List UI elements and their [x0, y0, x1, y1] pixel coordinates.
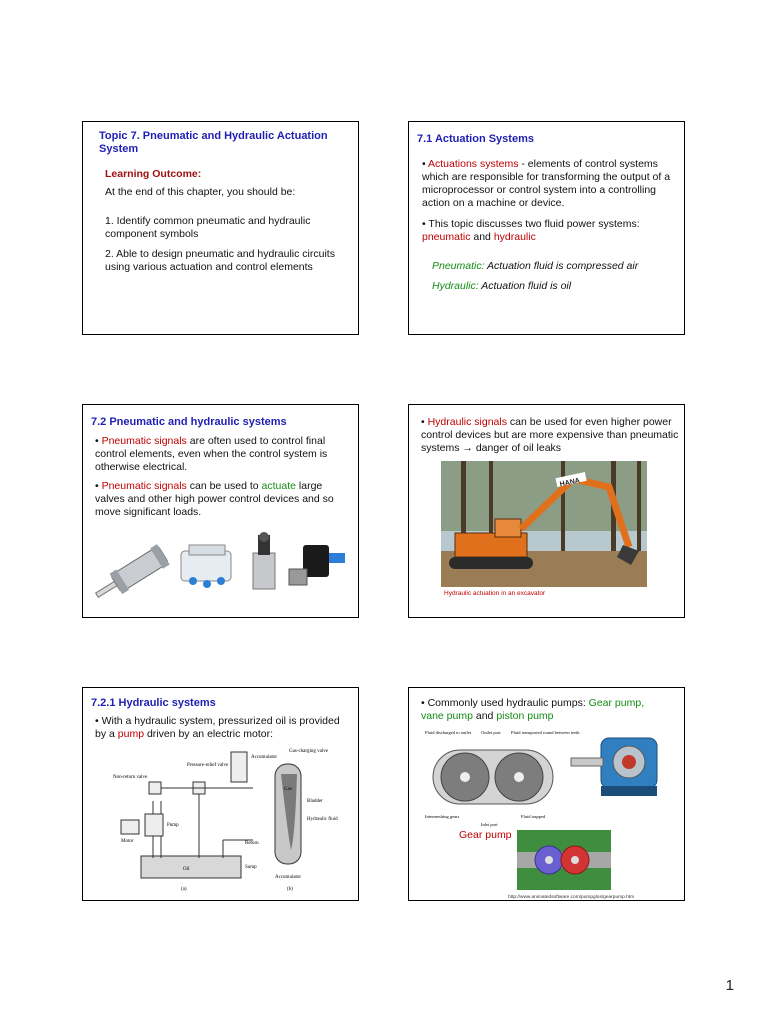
pneumatic-label: Pneumatic:: [432, 260, 485, 272]
label-motor: Motor: [121, 839, 134, 844]
bullet-text: - elements of control systems which are responsible for transforming the output of a microprocessor or control system into a controlling action on a machine or device.: [422, 158, 671, 209]
bullet-text: can be used for even higher power control devices but are more expensive than pneumatic systems → danger of oil leaks: [421, 416, 679, 454]
term-hydraulic-signals: Hydraulic signals: [427, 416, 507, 428]
bullet-hydraulic-system: • With a hydraulic system, pressurized oil is provided by a pump driven by an electric motor:: [95, 715, 340, 740]
label-sump: Sump: [245, 865, 257, 870]
gear-pump-label: Gear pump: [459, 829, 512, 841]
bullet-fluid-power: • This topic discusses two fluid power systems: pneumatic and hydraulic: [422, 218, 640, 243]
label-trapped: Fluid trapped: [521, 814, 546, 819]
term-pneumatic-signals: Pneumatic signals: [101, 435, 187, 447]
valve-block-icon: [181, 545, 231, 588]
bullet-pneumatic-signals-1: • Pneumatic signals are often used to control final control elements, even when the control system is otherwise electrical.: [95, 435, 328, 473]
bullet-text: are often used to control final control elements, even when the control system is otherwise electrical.: [95, 435, 328, 473]
label-gas-charging: Gas-charging valve: [289, 749, 328, 754]
label-oil: Oil: [183, 867, 190, 872]
slide-1: [82, 121, 359, 335]
bullet-hydraulic-signals: • Hydraulic signals can be used for even higher power control devices but are more expensive than pneumatic systems → danger of oil leaks: [421, 416, 679, 454]
intro-text: At the end of this chapter, you should be:: [105, 186, 296, 198]
gear-pump-diagram: [423, 726, 580, 830]
label-intermeshing: Intermeshing gears: [425, 814, 460, 819]
accumulator-box: [231, 752, 247, 782]
term-pneumatic: pneumatic: [422, 231, 471, 243]
label-discharged: Fluid discharged to outlet: [425, 730, 472, 735]
outcome-item-2: 2. Able to design pneumatic and hydraulic circuits using various actuation and control elements: [105, 248, 335, 273]
page-number: 1: [725, 977, 734, 994]
slide-6: [408, 687, 685, 901]
hydraulic-system-diagram: [113, 746, 339, 894]
pneumatic-desc: Actuation fluid is compressed air: [484, 260, 639, 272]
slide-4: [408, 404, 685, 618]
source-url[interactable]: http://www.animatedsoftware.com/pumpglos/gearpump.htm: [508, 895, 635, 900]
term-actuate: actuate: [261, 480, 296, 492]
bullet-text: driven by an electric motor:: [144, 728, 273, 740]
label-bladder: Bladder: [307, 799, 323, 804]
slide-5: [82, 687, 359, 901]
term-vane-pump: vane pump: [421, 710, 473, 722]
label-outlet: Outlet port: [481, 730, 501, 735]
bullet-text: Commonly used hydraulic pumps:: [427, 697, 589, 709]
hydraulic-definition: [432, 280, 677, 293]
learning-outcome-heading: Learning Outcome:: [105, 168, 202, 180]
label-pump: Pump: [167, 823, 179, 828]
bullet-pneumatic-signals-2: • Pneumatic signals can be used to actuate large valves and other high power control devices and so move significant loads.: [95, 480, 334, 518]
slide-5-title: 7.2.1 Hydraulic systems: [91, 697, 216, 709]
slide-2: [408, 121, 685, 335]
label-fig-b: (b): [287, 887, 293, 892]
label-accumulator-b: Accumulator: [275, 875, 302, 880]
label-pressure-relief: Pressure-relief valve: [187, 763, 229, 768]
label-accumulator: Accumulator: [251, 755, 278, 760]
slide-3-title: 7.2 Pneumatic and hydraulic systems: [91, 416, 287, 428]
vane-pump-cutaway-image: [571, 728, 679, 804]
slide-2-title: 7.1 Actuation Systems: [417, 133, 534, 145]
bullet-text: large valves and other high power control devices and so move significant loads.: [95, 480, 334, 518]
excavator-caption: Hydraulic actuation in an excavator: [444, 590, 546, 597]
and-text: and: [470, 231, 494, 243]
term-pneumatic-signals: Pneumatic signals: [101, 480, 187, 492]
label-nonreturn: Non-return valve: [113, 775, 148, 780]
nonreturn-valve: [149, 782, 161, 794]
term-piston-pump: piston pump: [496, 710, 554, 722]
bullet-text: This topic discusses two fluid power systems:: [428, 218, 640, 230]
bullet-hydraulic-pumps: • Commonly used hydraulic pumps: Gear pump, vane pump and piston pump: [421, 697, 645, 722]
sump-tank: [141, 856, 241, 878]
bullet-actuation-systems: • Actuations systems - elements of control systems which are responsible for transforming the output of a microprocessor or control system into a controlling action on a machine or device.: [422, 158, 671, 209]
label-inlet: Inlet port: [481, 822, 498, 827]
hydraulic-label: Hydraulic:: [432, 280, 479, 292]
pump-box: [145, 814, 163, 836]
excavator-photo: [441, 461, 647, 587]
pneumatic-definition: [432, 260, 677, 273]
outcome-item-1: 1. Identify common pneumatic and hydraulic component symbols: [105, 215, 311, 240]
slide-3: [82, 404, 359, 618]
motor-box: [121, 820, 139, 834]
roller-valve-icon: [253, 532, 275, 589]
bullet-text: can be used to: [186, 480, 262, 492]
bullet-text: With a hydraulic system, pressurized oil is provided by a: [95, 715, 340, 740]
term-gear-pump: Gear pump,: [588, 697, 645, 709]
flow-control-valve-icon: [289, 545, 345, 585]
term-actuation-systems: Actuations systems: [428, 158, 519, 170]
label-fig-a: (a): [181, 887, 187, 892]
slide-1-title: Topic 7. Pneumatic and Hydraulic Actuation System: [99, 130, 328, 155]
gear-pump-animation-image: [517, 830, 611, 890]
label-hydraulic-fluid: Hydraulic fluid: [307, 817, 338, 822]
label-transported: Fluid transported round between teeth: [511, 730, 580, 735]
label-gas: Gas: [284, 787, 292, 792]
and-text: and: [472, 710, 497, 722]
term-hydraulic: hydraulic: [493, 231, 536, 243]
pneumatic-components-image: [103, 529, 353, 603]
term-pump: pump: [117, 728, 145, 740]
hydraulic-desc: Actuation fluid is oil: [478, 280, 572, 292]
pneumatic-cylinder-icon: [91, 544, 170, 606]
excavator-brand: HANA: [559, 477, 581, 489]
label-return: Return: [245, 841, 259, 846]
